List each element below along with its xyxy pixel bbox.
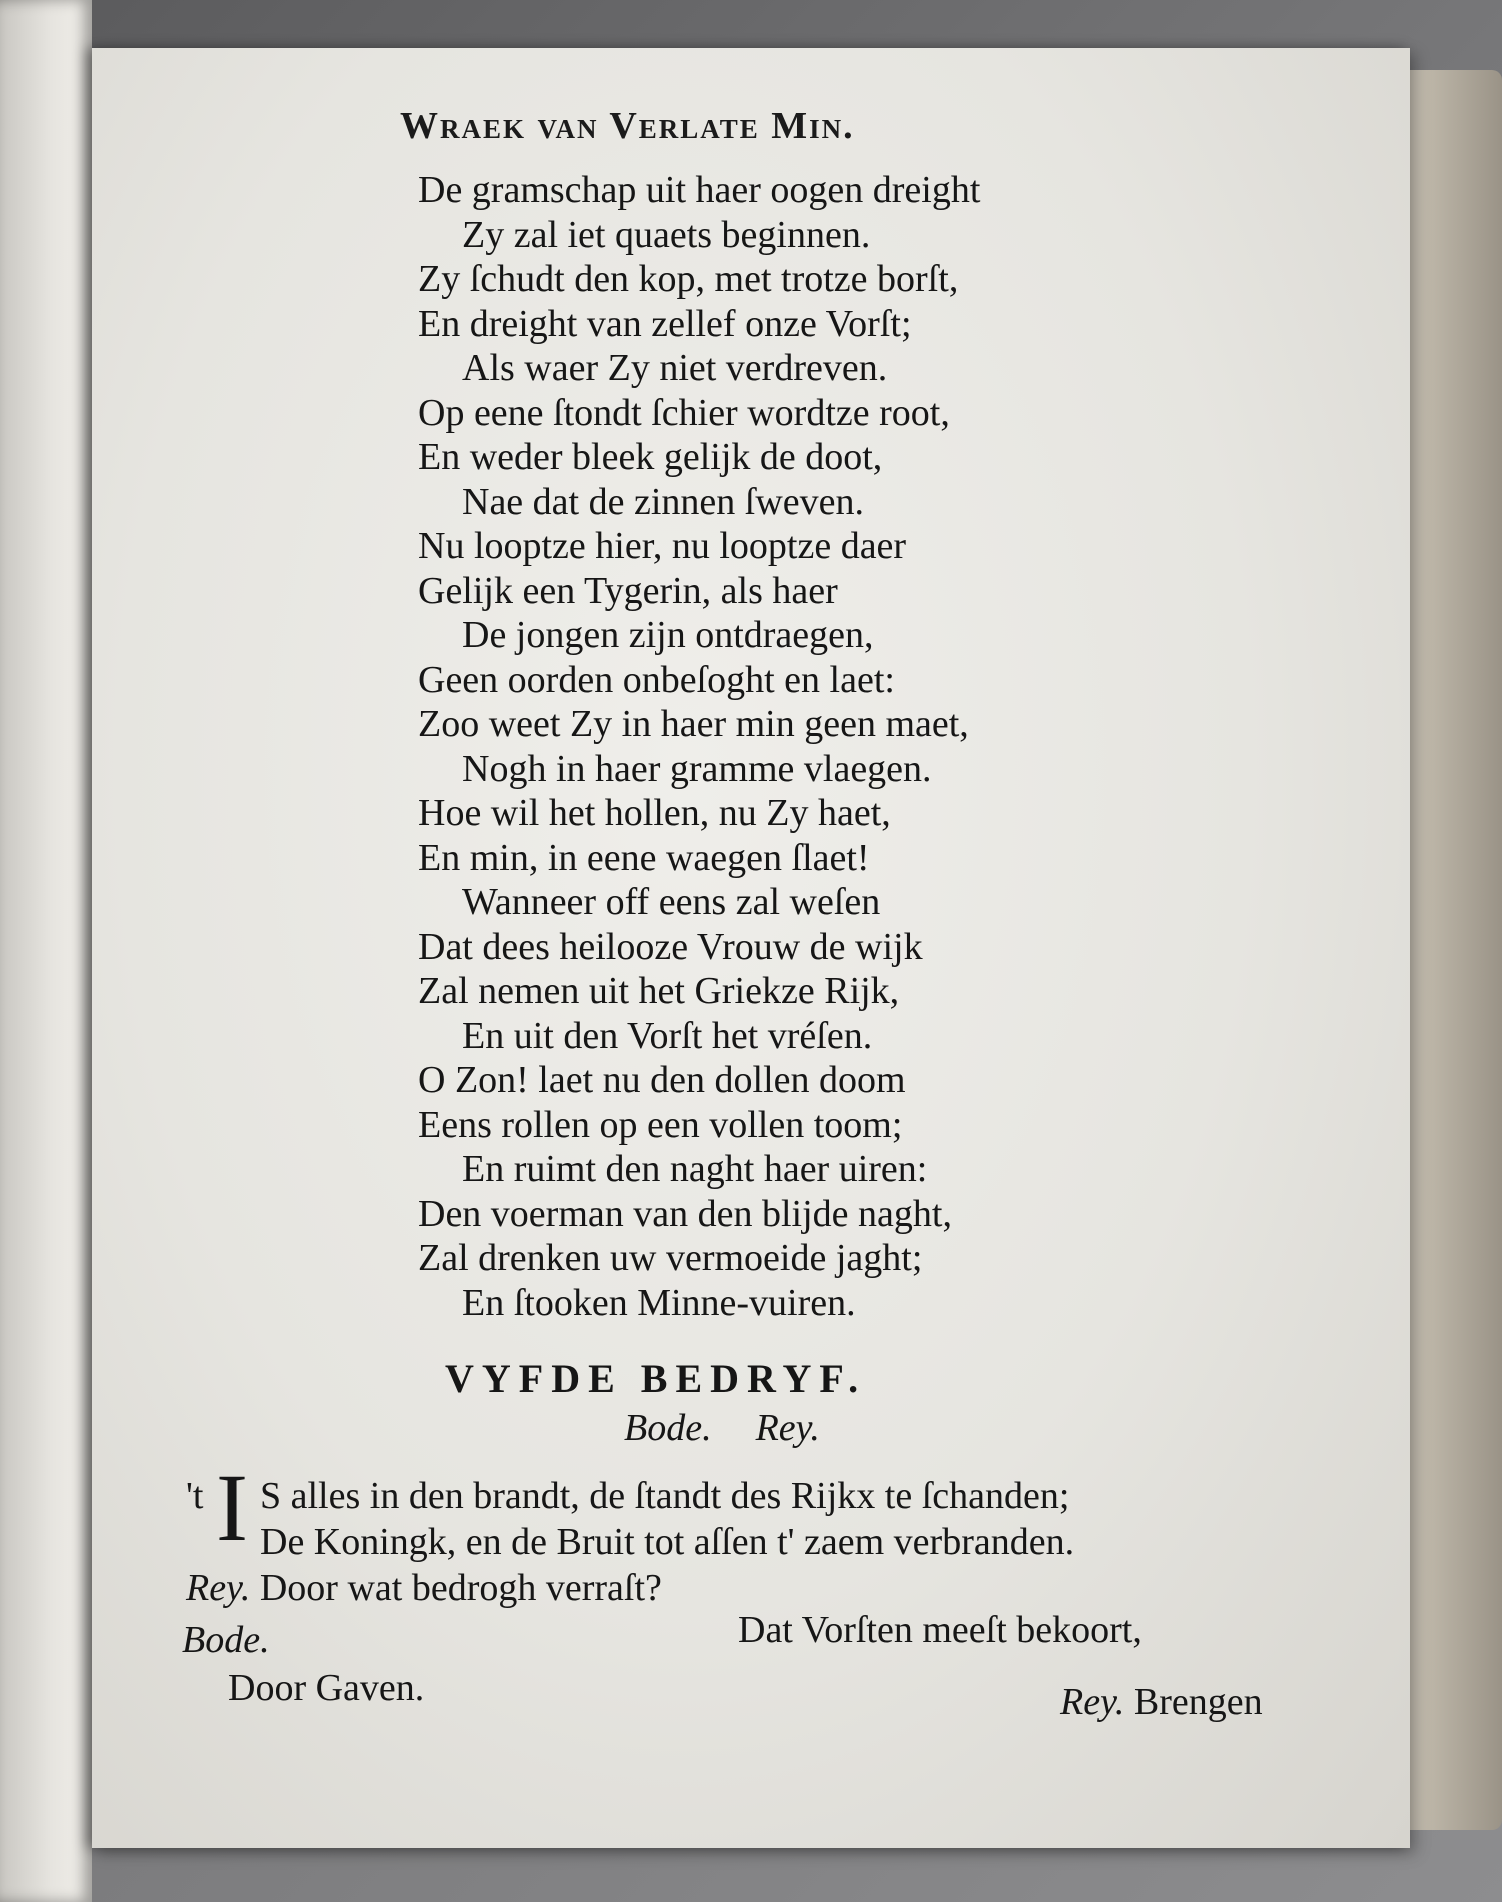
verse-block [418, 168, 1058, 1325]
speech-text: Door wat bedrogh verraſt? [259, 1567, 662, 1609]
verse-line: En dreight van zellef onze Vorſt; [418, 302, 912, 345]
verse-line: En uit den Vorſt het vréſen. [462, 1014, 873, 1057]
verse-line: O Zon! laet nu den dollen doom [418, 1059, 906, 1101]
verse-line: Zal drenken uw vermoeide jaght; [418, 1237, 923, 1279]
bode-speech: Dat Vorſten meeſt bekoort, [738, 1609, 1142, 1651]
facing-page-edge [0, 0, 92, 1902]
verse-line: Zy ſchudt den kop, met trotze borſt, [418, 258, 959, 300]
verse-line: En weder bleek gelijk de doot, [418, 436, 883, 478]
verse-line: Gelijk een Tygerin, als haer [418, 569, 838, 612]
verse-line: En min, in eene waegen ſlaet! [418, 836, 870, 879]
bode-speech-continued: Door Gaven. [228, 1667, 425, 1709]
verse-line: Zoo weet Zy in haer min geen maet, [418, 703, 969, 745]
verse-line: Nogh in haer gramme vlaegen. [462, 747, 932, 790]
speaker-list [624, 1406, 1024, 1450]
verse-line: Zy zal iet quaets beginnen. [462, 213, 871, 256]
verse-line: Nu looptze hier, nu looptze daer [418, 525, 907, 567]
verse-line: De jongen zijn ontdraegen, [462, 614, 874, 656]
catchword-speaker: Rey. [1060, 1681, 1125, 1723]
verse-line: En ruimt den naght haer uiren: [462, 1148, 928, 1190]
opening-line-2: De Koningk, en de Bruit tot aſſen t' zaem verbranden. [260, 1521, 1075, 1563]
verse-line: Eens rollen op een vollen toom; [418, 1103, 903, 1146]
verse-line: Nae dat de zinnen ſweven. [462, 480, 864, 523]
opening-line-1: S alles in den brandt, de ſtandt des Rijkx te ſchanden; [260, 1475, 1070, 1517]
verse-line: Als waer Zy niet verdreven. [462, 347, 888, 389]
opening-speech [186, 1454, 1186, 1576]
verse-line: Zal nemen uit het Griekze Rijk, [418, 970, 900, 1012]
verse-line: Geen oorden onbeſoght en laet: [418, 658, 895, 701]
rey-speech [186, 1566, 662, 1610]
verse-line: Hoe wil het hollen, nu Zy haet, [418, 792, 891, 834]
act-title: VYFDE BEDRYF. [445, 1356, 867, 1401]
verse-line: En ſtooken Minne-vuiren. [462, 1281, 856, 1324]
catchword-text: Brengen [1133, 1681, 1263, 1723]
drop-cap: I [216, 1454, 248, 1561]
verse-line: Op eene ſtondt ſchier wordtze root, [418, 391, 950, 434]
opening-prefix: 't [186, 1475, 204, 1517]
bode-label: Bode. [182, 1619, 270, 1661]
speaker-label: Rey. [186, 1567, 251, 1609]
verse-line: De gramschap uit haer oogen dreight [418, 169, 981, 211]
running-head: Wraek van Verlate Min. [400, 105, 855, 147]
verse-line: Wanneer off eens zal weſen [462, 881, 881, 923]
verse-line: Den voerman van den blijde naght, [418, 1192, 952, 1235]
verse-line: Dat dees heilooze Vrouw de wijk [418, 925, 923, 968]
catchword [1060, 1680, 1263, 1724]
speaker-bode: Bode. [624, 1407, 712, 1449]
speaker-rey: Rey. [755, 1407, 820, 1449]
